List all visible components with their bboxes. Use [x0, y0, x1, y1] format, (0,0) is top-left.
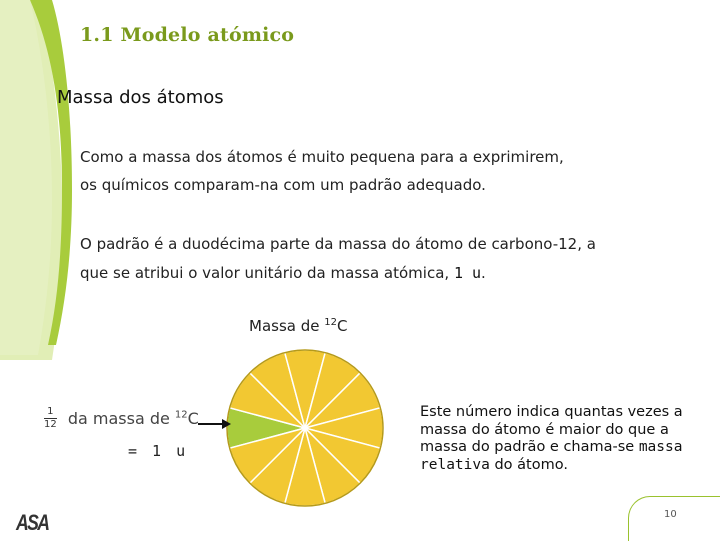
note-text-start: Este número indica quantas vezes a massa do átomo é maior do que a massa do padrão e chama-se	[420, 404, 683, 455]
paragraph-1-line-1: Como a massa dos átomos é muito pequena para a exprimirem,	[80, 148, 564, 166]
page-number: 10	[664, 509, 677, 520]
equals-one-unit: = 1 u	[128, 442, 189, 460]
publisher-logo: ASA	[16, 510, 49, 535]
pie-label-element: C	[337, 317, 348, 335]
pie-label-mass: 12	[324, 317, 337, 328]
fraction-text-mass: 12	[174, 409, 188, 421]
pie-label	[249, 317, 347, 335]
explanation-note	[420, 404, 710, 474]
pie-label-prefix: Massa de	[249, 317, 320, 335]
paragraph-2-line-2-end: .	[481, 264, 486, 282]
fraction-text	[68, 409, 199, 428]
fraction-text-prefix: da massa de	[67, 409, 170, 428]
fraction-numerator: 1	[44, 406, 57, 419]
fraction-text-element: C	[187, 409, 199, 428]
carbon-12-pie-diagram	[222, 345, 388, 511]
note-text-end: do átomo.	[494, 456, 568, 473]
unit-value: 1 u	[453, 264, 482, 282]
note-bold-term: massa relativa	[420, 439, 683, 473]
fraction-label	[44, 406, 199, 431]
paragraph-1-line-2: os químicos comparam-na com um padrão adequado.	[80, 176, 486, 194]
section-subtitle: Massa dos átomos	[57, 87, 224, 108]
paragraph-2-line-1: O padrão é a duodécima parte da massa do átomo de carbono-12, a	[80, 235, 596, 253]
fraction-denominator: 12	[44, 419, 57, 430]
paragraph-2-line-2	[80, 259, 486, 287]
page-title: 1.1 Modelo atómico	[80, 24, 295, 46]
fraction	[44, 406, 57, 431]
decorative-green-swoosh	[0, 0, 80, 540]
paragraph-2-line-2-text: que se atribui o valor unitário da massa atómica,	[80, 264, 450, 282]
arrow-right-icon	[198, 416, 232, 432]
